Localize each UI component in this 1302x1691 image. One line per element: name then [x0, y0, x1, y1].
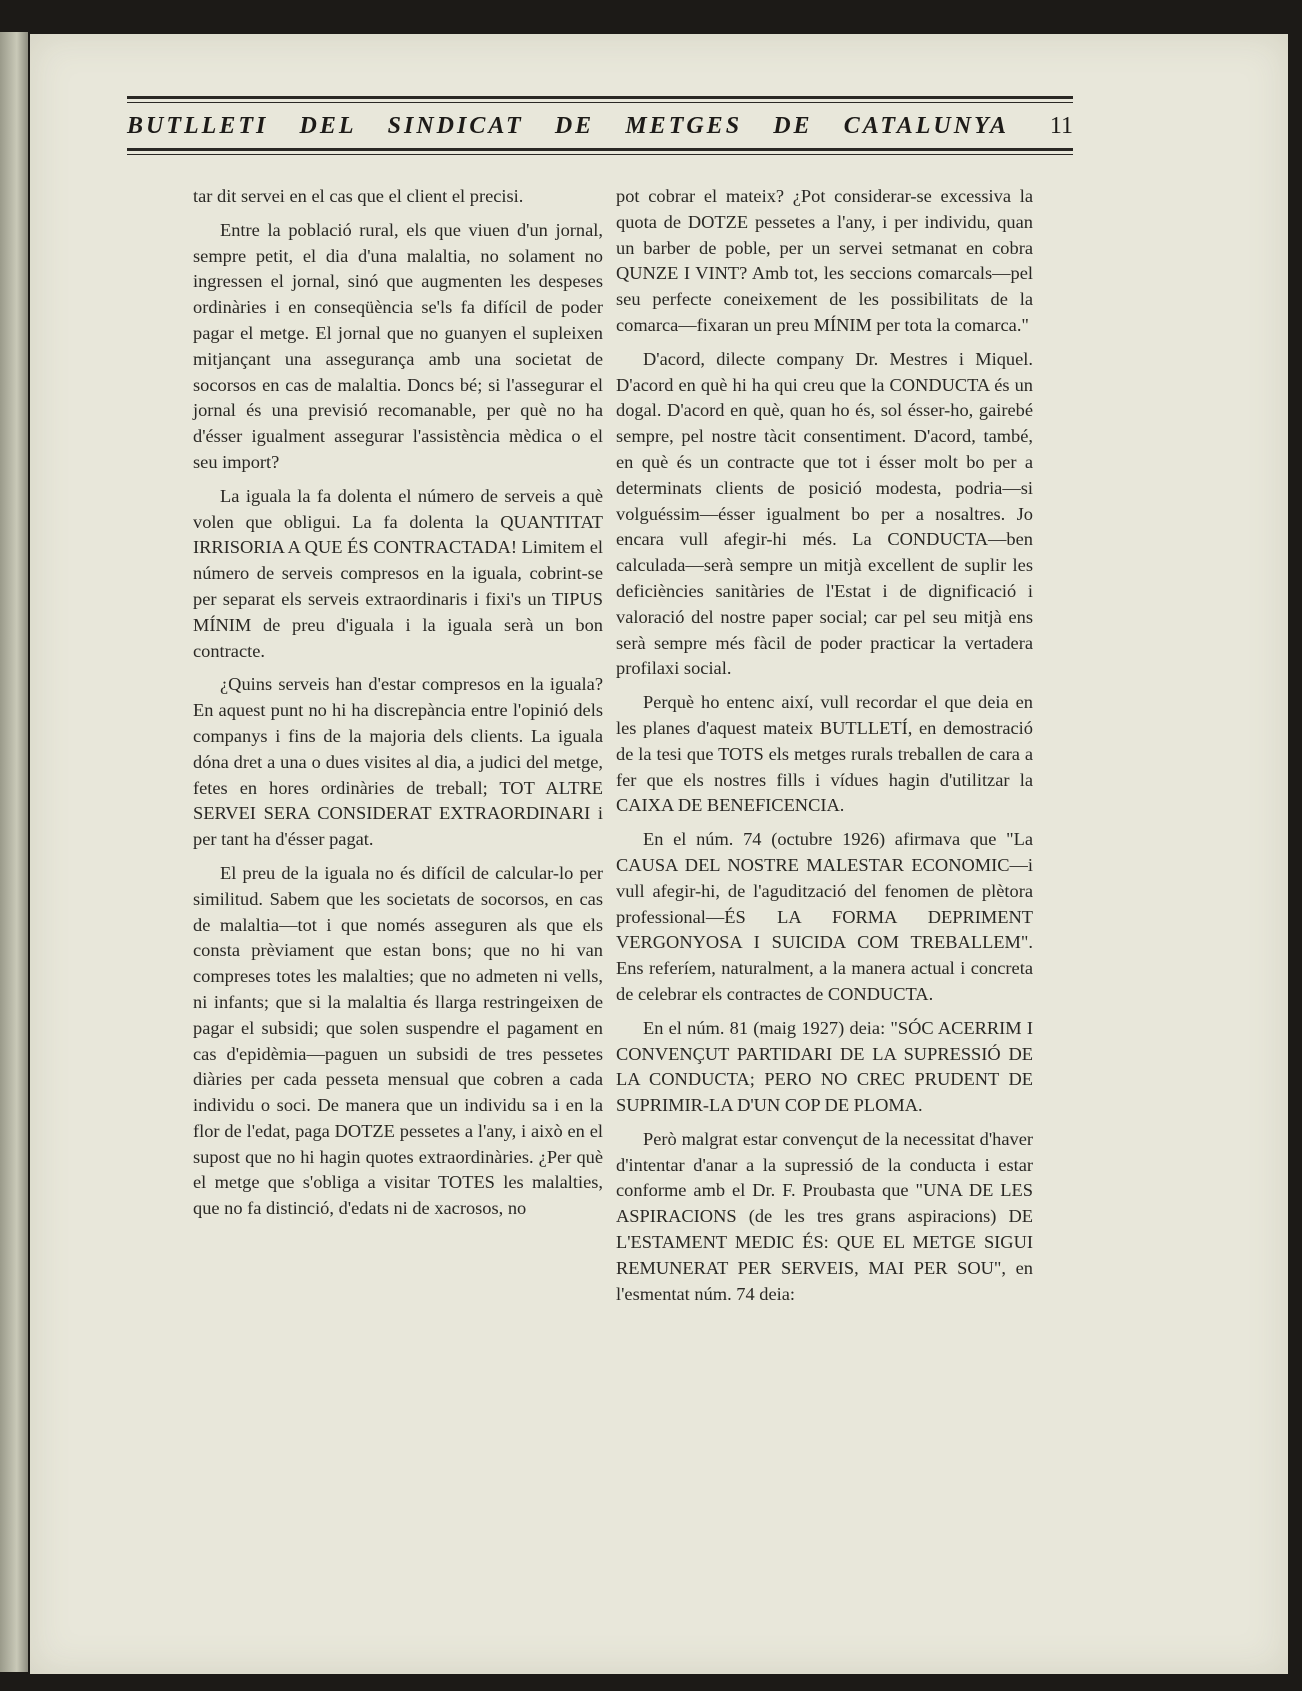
paragraph: D'acord, dilecte company Dr. Mestres i Miquel. D'acord en què hi ha qui creu que la CONDUCTA és un dogal. D'acord en què, quan ho és, sol ésser-ho, gairebé sempre, pel nostre tàcit consentiment. D'acord, també, en què és un contracte que tot i ésser molt bo per a determinats clients de posició modesta, podria—si volguéssim—ésser igualment bo per a nosaltres. Jo encara vull afegir-hi més. La CONDUCTA—ben calculada—serà sempre un mitjà excellent de suplir les deficiències sanitàries de l'Estat i de dignificació i valoració del nostre paper social; car pel seu mitjà ens serà sempre més fàcil de poder practicar la vertadera profilaxi social. [616, 348, 1033, 679]
paragraph: En el núm. 81 (maig 1927) deia: "SÓC ACERRIM I CONVENÇUT PARTIDARI DE LA SUPRESSIÓ DE LA CONDUCTA; PERO NO CREC PRUDENT DE SUPRIMIR-LA D'UN COP DE PLOMA. [616, 1017, 1033, 1116]
page-number: 11 [1049, 113, 1073, 139]
journal-title [127, 106, 1009, 146]
header-rule-top [127, 96, 1073, 99]
right-column [616, 184, 1033, 1315]
header-rule-top-thin [127, 102, 1073, 103]
title-word: CATALUNYA [843, 112, 1009, 139]
left-column [193, 184, 603, 1230]
paragraph: Entre la població rural, els que viuen d'un jornal, sempre petit, el dia d'una malaltia, no solament no ingressen el jornal, sinó que augmenten les despeses ordinàries i en conseqüència se'ls fa difícil de poder pagar el metge. El jornal que no guanyen el supleixen mitjançant una assegurança amb una societat de socorsos en cas de malaltia. Doncs bé; si l'assegurar el jornal és una previsió recomanable, per què no ha d'ésser igualment assegurar l'assistència mèdica o el seu import? [193, 219, 603, 472]
title-word: METGES [625, 112, 743, 139]
paragraph: Però malgrat estar convençut de la necessitat d'haver d'intentar d'anar a la supressió de la conducta i estar conforme amb el Dr. F. Proubasta que "UNA DE LES ASPIRACIONS (de les tres grans aspiracions) DE L'ESTAMENT MEDIC ÉS: QUE EL METGE SIGUI REMUNERAT PER SERVEIS, MAI PER SOU", en l'esmentat núm. 74 deia: [616, 1128, 1033, 1304]
title-word: DEL [299, 112, 357, 139]
paragraph: tar dit servei en el cas que el client el precisi. [193, 186, 524, 206]
paragraph: ¿Quins serveis han d'estar compresos en la iguala? En aquest punt no hi ha discrepància entre l'opinió dels companys i fins de la majoria dels clients. La iguala dóna dret a una o dues visites al dia, a judici del metge, fetes en hores ordinàries de treball; TOT ALTRE SERVEI SERA CONSIDERAT EXTRAORDINARI i per tant ha d'ésser pagat. [193, 674, 603, 850]
paragraph: La iguala la fa dolenta el número de serveis a què volen que obligui. La fa dolenta la QUANTITAT IRRISORIA A QUE ÉS CONTRACTADA! Limitem el número de serveis compresos en la iguala, cobrint-se per separat els serveis extraordinaris i fixi's un TIPUS MÍNIM de preu d'iguala i la iguala serà un bon contracte. [193, 485, 603, 661]
header-rule-bottom [127, 148, 1073, 151]
title-word: DE [554, 112, 595, 139]
paragraph: En el núm. 74 (octubre 1926) afirmava que "La CAUSA DEL NOSTRE MALESTAR ECONOMIC—i vull afegir-hi, de l'agudització del fenomen de plètora professional—ÉS LA FORMA DEPRIMENT VERGONYOSA I SUICIDA COM TREBALLEM". Ens referíem, naturalment, a la manera actual i concreta de celebrar els contractes de CONDUCTA. [616, 829, 1033, 1004]
paragraph: El preu de la iguala no és difícil de calcular-lo per similitud. Sabem que les societats de socorsos, en cas de malaltia—tot i que només asseguren als que els consta prèviament que estan bons; que no hi van compreses totes les malalties; que no admeten ni vells, ni infants; que si la malaltia és llarga restringeixen de pagar el subsidi; que solen suspendre el pagament en cas d'epidèmia—paguen un subsidi de tres pessetes diàries per cada pesseta mensual que cobren a cada individu o soci. De manera que un individu sa i en la flor de l'edat, paga DOTZE pessetes a l'any, i això en el supost que no hi hagin quotes extraordinàries. ¿Per què el metge que s'obliga a visitar TOTES les malalties, que no fa distinció, d'edats ni de xacrosos, no [193, 862, 603, 1219]
title-word: BUTLLETI [127, 112, 269, 139]
running-header [127, 96, 1073, 178]
title-word: SINDICAT [387, 112, 524, 139]
paragraph: Perquè ho entenc així, vull recordar el que deia en les planes d'aquest mateix BUTLLETÍ, en demostració de la tesi que TOTS els metges rurals treballen de cara a fer que els nostres fills i vídues hagin d'utilitzar la CAIXA DE BENEFICENCIA. [616, 692, 1033, 816]
paragraph: pot cobrar el mateix? ¿Pot considerar-se excessiva la quota de DOTZE pessetes a l'any, i per individu, quan un barber de poble, per un servei setmanat en cobra QUNZE I VINT? Amb tot, les seccions comarcals—pel seu perfecte coneixement de les possibilitats de la comarca—fixaran un preu MÍNIM per tota la comarca." [616, 186, 1033, 335]
title-word: DE [773, 112, 813, 139]
left-page-edge [0, 32, 28, 1672]
header-rule-bottom-thin [127, 154, 1073, 155]
